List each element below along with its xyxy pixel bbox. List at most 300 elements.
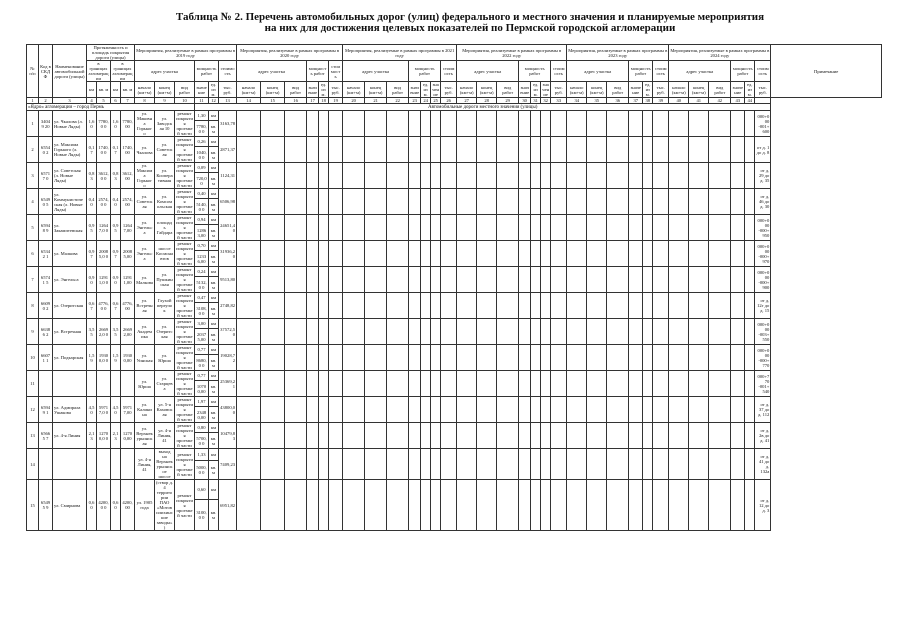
cell-sqm2: 20085,00 bbox=[121, 241, 135, 267]
column-number: 19 bbox=[329, 98, 343, 104]
column-number: 17 bbox=[307, 98, 319, 104]
column-number: 39 bbox=[653, 98, 669, 104]
empty-cell bbox=[669, 189, 689, 215]
empty-cell bbox=[421, 163, 431, 189]
cell-n: 4 bbox=[27, 189, 39, 215]
empty-cell bbox=[689, 215, 709, 241]
empty-cell bbox=[457, 111, 477, 137]
cell-start: ул. 1905 года bbox=[135, 480, 155, 531]
column-number: 26 bbox=[441, 98, 457, 104]
cell-u1: км bbox=[209, 423, 219, 433]
cell-sqm2: 19300,00 bbox=[121, 345, 135, 371]
empty-cell bbox=[519, 163, 531, 189]
empty-cell bbox=[343, 163, 365, 189]
cell-sqm2: 12911,00 bbox=[121, 267, 135, 293]
header-work-type: вид работ bbox=[387, 82, 409, 98]
header-unit: ед. изм. bbox=[643, 82, 653, 98]
empty-cell bbox=[709, 267, 731, 293]
cell-u1: км bbox=[209, 293, 219, 303]
empty-cell bbox=[709, 137, 731, 163]
empty-cell bbox=[409, 111, 421, 137]
cell-val2: 720,00 bbox=[195, 173, 209, 189]
cell-val1: 1,30 bbox=[195, 111, 209, 121]
cell-val1: 0,94 bbox=[195, 215, 209, 225]
cell-work: ремонт покрытия проезжей части bbox=[176, 319, 193, 344]
header-start: начало (км+м) bbox=[669, 82, 689, 98]
empty-cell bbox=[477, 423, 497, 449]
section-label: «Ядро» агломерации – город Пермь bbox=[27, 104, 195, 111]
empty-cell bbox=[237, 423, 261, 449]
empty-cell bbox=[409, 163, 421, 189]
header-end: конец (км+м) bbox=[587, 82, 607, 98]
empty-cell bbox=[587, 345, 607, 371]
table-row bbox=[27, 480, 882, 500]
empty-cell bbox=[387, 111, 409, 137]
cell-u2: кв. м bbox=[209, 121, 219, 137]
empty-cell bbox=[653, 267, 669, 293]
cell-u2: кв. м bbox=[209, 461, 219, 480]
empty-cell bbox=[551, 293, 567, 319]
cell-sqm2: 4776,00 bbox=[121, 293, 135, 319]
empty-cell bbox=[745, 371, 755, 397]
empty-cell bbox=[731, 480, 745, 531]
table-row bbox=[27, 241, 882, 251]
cell-sqm2: 26692,00 bbox=[121, 319, 135, 345]
cell-note: от д. 37 до д. 112 bbox=[755, 397, 771, 423]
empty-cell bbox=[343, 189, 365, 215]
column-number: 22 bbox=[387, 98, 409, 104]
empty-cell bbox=[365, 111, 387, 137]
empty-cell bbox=[567, 371, 587, 397]
cell-name bbox=[53, 371, 87, 397]
cell-val1: 1,33 bbox=[195, 449, 209, 461]
cell-name: ул. Встречная bbox=[53, 319, 87, 345]
empty-cell bbox=[745, 319, 755, 345]
empty-cell bbox=[421, 241, 431, 267]
empty-cell bbox=[689, 397, 709, 423]
empty-cell bbox=[689, 163, 709, 189]
empty-cell bbox=[261, 241, 285, 267]
cell-note: от д. 46 до д. 30 bbox=[755, 189, 771, 215]
empty-cell bbox=[307, 137, 319, 163]
empty-cell bbox=[365, 241, 387, 267]
header-end: конец (км+м) bbox=[477, 82, 497, 98]
empty-cell bbox=[643, 241, 653, 267]
cell-name: ул. Малкова bbox=[53, 241, 87, 267]
empty-cell bbox=[709, 319, 731, 345]
empty-cell bbox=[551, 423, 567, 449]
empty-cell bbox=[541, 480, 551, 531]
empty-cell bbox=[551, 480, 567, 531]
cell-km2: 0,67 bbox=[111, 293, 121, 319]
section-row bbox=[27, 104, 882, 111]
empty-cell bbox=[441, 293, 457, 319]
empty-cell bbox=[669, 319, 689, 345]
empty-cell bbox=[237, 267, 261, 293]
cell-sqm2 bbox=[121, 449, 135, 480]
cell-sqm: 4776,0 0 bbox=[97, 293, 111, 319]
header-end: конец (км+м) bbox=[689, 82, 709, 98]
empty-cell bbox=[237, 397, 261, 423]
empty-cell bbox=[607, 319, 629, 345]
empty-cell bbox=[531, 267, 541, 293]
empty-cell bbox=[731, 241, 745, 267]
header-km: км bbox=[87, 82, 97, 98]
empty-cell bbox=[653, 319, 669, 345]
empty-cell bbox=[587, 189, 607, 215]
cell-name: ул. Энгельса bbox=[53, 267, 87, 293]
table-row bbox=[27, 371, 882, 381]
empty-cell bbox=[541, 449, 551, 480]
column-number: 33 bbox=[551, 98, 567, 104]
cell-sqm2: 4200,00 bbox=[121, 480, 135, 531]
empty-cell bbox=[409, 137, 421, 163]
empty-cell bbox=[731, 137, 745, 163]
header-cost: стоимость bbox=[551, 61, 567, 82]
table-row bbox=[27, 215, 882, 225]
header-year-2021: Мероприятия, реализуемые в рамках программы в 2021 году bbox=[343, 45, 457, 61]
empty-cell bbox=[607, 371, 629, 397]
empty-cell bbox=[519, 371, 531, 397]
empty-cell bbox=[689, 345, 709, 371]
cell-code: 66090 2 bbox=[39, 293, 53, 319]
empty-cell bbox=[261, 137, 285, 163]
header-value: значение bbox=[629, 82, 643, 98]
empty-cell bbox=[457, 267, 477, 293]
cell-note: 000+000 -003+550 bbox=[755, 319, 771, 345]
header-unit: ед. изм. bbox=[209, 82, 219, 98]
header-power: мощность работ bbox=[409, 61, 441, 82]
header-cost: стоимость bbox=[441, 61, 457, 82]
empty-cell bbox=[365, 189, 387, 215]
cell-cost: 25369,21 bbox=[219, 371, 237, 397]
empty-cell bbox=[441, 215, 457, 241]
column-number: 34 bbox=[567, 98, 587, 104]
cell-name: ул. Коммунистическая (л. Новые Ляды) bbox=[53, 189, 87, 215]
empty-cell bbox=[541, 319, 551, 345]
empty-cell bbox=[329, 345, 343, 371]
empty-cell bbox=[531, 215, 541, 241]
header-cost: стоимость bbox=[653, 61, 669, 82]
empty-cell bbox=[457, 189, 477, 215]
header-value: значение bbox=[195, 82, 209, 98]
cell-sqm: 19300,0 0 bbox=[97, 345, 111, 371]
cell-u2: кв. м bbox=[209, 277, 219, 293]
empty-cell bbox=[477, 189, 497, 215]
cell-km: 0,67 bbox=[87, 293, 97, 319]
empty-cell bbox=[643, 397, 653, 423]
table-row bbox=[27, 319, 882, 329]
empty-cell bbox=[365, 449, 387, 480]
empty-cell bbox=[285, 215, 307, 241]
empty-cell bbox=[607, 267, 629, 293]
cell-name: ул. Подкарская bbox=[53, 345, 87, 371]
empty-cell bbox=[519, 137, 531, 163]
empty-cell bbox=[237, 449, 261, 480]
empty-cell bbox=[477, 293, 497, 319]
empty-cell bbox=[669, 397, 689, 423]
cell-km2: 2,13 bbox=[111, 423, 121, 449]
empty-cell bbox=[261, 319, 285, 345]
empty-cell bbox=[587, 319, 607, 345]
empty-cell bbox=[731, 215, 745, 241]
empty-cell bbox=[607, 423, 629, 449]
empty-cell bbox=[261, 371, 285, 397]
column-number: 8 bbox=[135, 98, 155, 104]
column-number: 30 bbox=[519, 98, 531, 104]
empty-cell bbox=[587, 449, 607, 480]
empty-cell bbox=[307, 189, 319, 215]
empty-cell bbox=[709, 371, 731, 397]
cell-note: 000+000 -000+970 bbox=[755, 241, 771, 267]
empty-cell bbox=[285, 397, 307, 423]
empty-cell bbox=[343, 449, 365, 480]
header-unit: ед. изм. bbox=[319, 82, 329, 98]
cell-u2: кв. м bbox=[209, 303, 219, 319]
empty-cell bbox=[365, 371, 387, 397]
empty-cell bbox=[441, 449, 457, 480]
empty-cell bbox=[261, 189, 285, 215]
cell-end: ул. Комсомольская bbox=[155, 189, 175, 215]
empty-cell bbox=[457, 345, 477, 371]
cell-start: ул. Встречная bbox=[135, 293, 155, 319]
empty-cell bbox=[607, 241, 629, 267]
empty-cell bbox=[689, 319, 709, 345]
empty-cell bbox=[365, 397, 387, 423]
header-year-2023: Мероприятия, реализуемые в рамках программы в 2023 году bbox=[567, 45, 669, 61]
empty-cell bbox=[541, 267, 551, 293]
empty-cell bbox=[607, 189, 629, 215]
table-row bbox=[27, 423, 882, 433]
cell-note: от д. 2в до д. 41 bbox=[755, 423, 771, 449]
cell-val2: 23480,00 bbox=[195, 407, 209, 423]
empty-cell bbox=[709, 111, 731, 137]
empty-cell bbox=[519, 215, 531, 241]
empty-cell bbox=[457, 449, 477, 480]
empty-cell bbox=[519, 397, 531, 423]
empty-cell bbox=[587, 293, 607, 319]
cell-work: ремонт покрытия проезжей части bbox=[176, 111, 193, 136]
empty-cell bbox=[669, 241, 689, 267]
cell-km2: 1,60 bbox=[111, 111, 121, 137]
empty-cell bbox=[689, 137, 709, 163]
empty-cell bbox=[329, 480, 343, 531]
cell-code: 66071 1 bbox=[39, 345, 53, 371]
empty-cell bbox=[745, 137, 755, 163]
header-start: начало (км+м) bbox=[135, 82, 155, 98]
empty-cell bbox=[519, 423, 531, 449]
empty-cell bbox=[431, 241, 441, 267]
empty-cell bbox=[629, 241, 643, 267]
empty-cell bbox=[261, 423, 285, 449]
header-value: значение bbox=[542, 82, 550, 97]
empty-cell bbox=[669, 371, 689, 397]
cell-end: ул. Озеритская bbox=[155, 319, 175, 345]
cell-note: от д. 41 до д. 132а bbox=[755, 449, 771, 480]
table-body bbox=[27, 104, 882, 531]
empty-cell bbox=[237, 189, 261, 215]
empty-cell bbox=[731, 111, 745, 137]
column-number: 40 bbox=[669, 98, 689, 104]
empty-cell bbox=[387, 189, 409, 215]
cell-km: 0,40 bbox=[87, 189, 97, 215]
cell-val1: 0,26 bbox=[195, 137, 209, 147]
empty-cell bbox=[541, 163, 551, 189]
empty-cell bbox=[409, 215, 421, 241]
cell-u2: кв. м bbox=[209, 329, 219, 345]
cell-km2: 0,40 bbox=[111, 189, 121, 215]
empty-cell bbox=[285, 345, 307, 371]
cell-note: 000+000 -001+600 bbox=[755, 111, 771, 137]
empty-cell bbox=[531, 293, 541, 319]
empty-cell bbox=[431, 345, 441, 371]
empty-cell bbox=[307, 480, 319, 531]
empty-cell bbox=[319, 371, 329, 397]
cell-work: ремонт покрытия проезжей части bbox=[176, 371, 193, 396]
empty-cell bbox=[541, 189, 551, 215]
cell-start: ул. Академика bbox=[135, 319, 155, 345]
empty-cell bbox=[689, 111, 709, 137]
empty-cell bbox=[653, 423, 669, 449]
empty-cell bbox=[567, 137, 587, 163]
cell-name: ул. Адмирала Ушакова bbox=[53, 397, 87, 423]
empty-cell bbox=[307, 241, 319, 267]
cell-u1: км bbox=[209, 163, 219, 173]
empty-cell bbox=[319, 241, 329, 267]
empty-cell bbox=[745, 449, 755, 480]
empty-cell bbox=[587, 137, 607, 163]
empty-cell bbox=[319, 319, 329, 345]
cell-u1: км bbox=[209, 480, 219, 500]
cell-cost: 7409,23 bbox=[219, 449, 237, 480]
empty-cell bbox=[237, 241, 261, 267]
empty-cell bbox=[669, 423, 689, 449]
empty-cell bbox=[643, 423, 653, 449]
empty-cell bbox=[421, 423, 431, 449]
empty-cell bbox=[607, 111, 629, 137]
empty-cell bbox=[643, 345, 653, 371]
empty-cell bbox=[669, 480, 689, 531]
empty-cell bbox=[319, 480, 329, 531]
empty-cell bbox=[643, 319, 653, 345]
empty-cell bbox=[731, 345, 745, 371]
cell-val1: 0,24 bbox=[195, 267, 209, 277]
empty-cell bbox=[745, 215, 755, 241]
header-start: начало (км+м) bbox=[237, 82, 261, 98]
empty-cell bbox=[477, 371, 497, 397]
cell-n: 10 bbox=[27, 345, 39, 371]
cell-end: ул. 4-я Линия, 41 bbox=[155, 423, 175, 449]
cell-km: 1,60 bbox=[87, 111, 97, 137]
empty-cell bbox=[629, 345, 643, 371]
empty-cell bbox=[343, 371, 365, 397]
cell-sqm2: 12700,00 bbox=[121, 423, 135, 449]
empty-cell bbox=[531, 345, 541, 371]
empty-cell bbox=[653, 293, 669, 319]
cell-work: ремонт покрытия проезжей части bbox=[175, 449, 195, 480]
cell-code: 65948 9 bbox=[39, 215, 53, 241]
cell-cost: 19028,72 bbox=[219, 345, 237, 371]
empty-cell bbox=[689, 480, 709, 531]
empty-cell bbox=[285, 163, 307, 189]
empty-cell bbox=[457, 293, 477, 319]
empty-cell bbox=[531, 397, 541, 423]
header-sqm: кв. м bbox=[97, 82, 111, 98]
empty-cell bbox=[329, 293, 343, 319]
empty-cell bbox=[551, 397, 567, 423]
cell-start: ул. Энгельса bbox=[135, 241, 155, 267]
empty-cell bbox=[745, 241, 755, 267]
header-value: значение bbox=[432, 82, 440, 97]
cell-km2: 0,17 bbox=[111, 137, 121, 163]
empty-cell bbox=[285, 137, 307, 163]
cell-km2: 0,83 bbox=[111, 163, 121, 189]
cell-cost: 6506,98 bbox=[219, 189, 237, 215]
empty-cell bbox=[343, 397, 365, 423]
empty-cell bbox=[607, 345, 629, 371]
cell-sqm2 bbox=[121, 371, 135, 397]
header-rub: тыс. руб. bbox=[219, 82, 237, 98]
empty-cell bbox=[643, 163, 653, 189]
cell-name: ул. Советская (л. Новые Ляды) bbox=[53, 163, 87, 189]
empty-cell bbox=[319, 137, 329, 163]
header-notes: Примечание bbox=[771, 45, 882, 98]
empty-cell bbox=[531, 189, 541, 215]
cell-val2: 12863,00 bbox=[195, 225, 209, 241]
empty-cell bbox=[457, 163, 477, 189]
cell-val1: 0,70 bbox=[195, 241, 209, 251]
empty-cell bbox=[629, 423, 643, 449]
cell-work: ремонт покрытия проезжей части bbox=[176, 189, 193, 214]
column-number: 21 bbox=[365, 98, 387, 104]
cell-val1: 0,47 bbox=[195, 293, 209, 303]
cell-n: 9 bbox=[27, 319, 39, 345]
empty-cell bbox=[409, 319, 421, 345]
empty-cell bbox=[731, 293, 745, 319]
empty-cell bbox=[531, 241, 541, 267]
empty-cell bbox=[237, 137, 261, 163]
empty-cell bbox=[457, 480, 477, 531]
empty-cell bbox=[731, 371, 745, 397]
cell-val1: 1,97 bbox=[195, 397, 209, 407]
empty-cell bbox=[441, 345, 457, 371]
empty-cell bbox=[745, 189, 755, 215]
cell-cost: 31936,20 bbox=[219, 241, 237, 267]
cell-work: ремонт покрытия проезжей части bbox=[176, 345, 193, 370]
cell-cost: 43800,00 bbox=[219, 397, 237, 423]
cell-sqm: 7780,0 0 bbox=[97, 111, 111, 137]
empty-cell bbox=[731, 163, 745, 189]
empty-cell bbox=[531, 480, 541, 531]
empty-cell bbox=[497, 267, 519, 293]
empty-cell bbox=[551, 215, 567, 241]
empty-cell bbox=[497, 293, 519, 319]
cell-note: 000+000 -000+900 bbox=[755, 267, 771, 293]
empty-cell bbox=[629, 111, 643, 137]
column-number: 11 bbox=[195, 98, 209, 104]
cell-u2: кв. м bbox=[209, 381, 219, 397]
empty-cell bbox=[387, 267, 409, 293]
column-number: 1 bbox=[27, 98, 39, 104]
empty-cell bbox=[343, 215, 365, 241]
cell-note: от д. 1 до д. 8 bbox=[755, 137, 771, 163]
column-number: 28 bbox=[477, 98, 497, 104]
empty-cell bbox=[497, 480, 519, 531]
empty-cell bbox=[237, 480, 261, 531]
empty-cell bbox=[497, 163, 519, 189]
empty-cell bbox=[365, 345, 387, 371]
empty-cell bbox=[653, 241, 669, 267]
